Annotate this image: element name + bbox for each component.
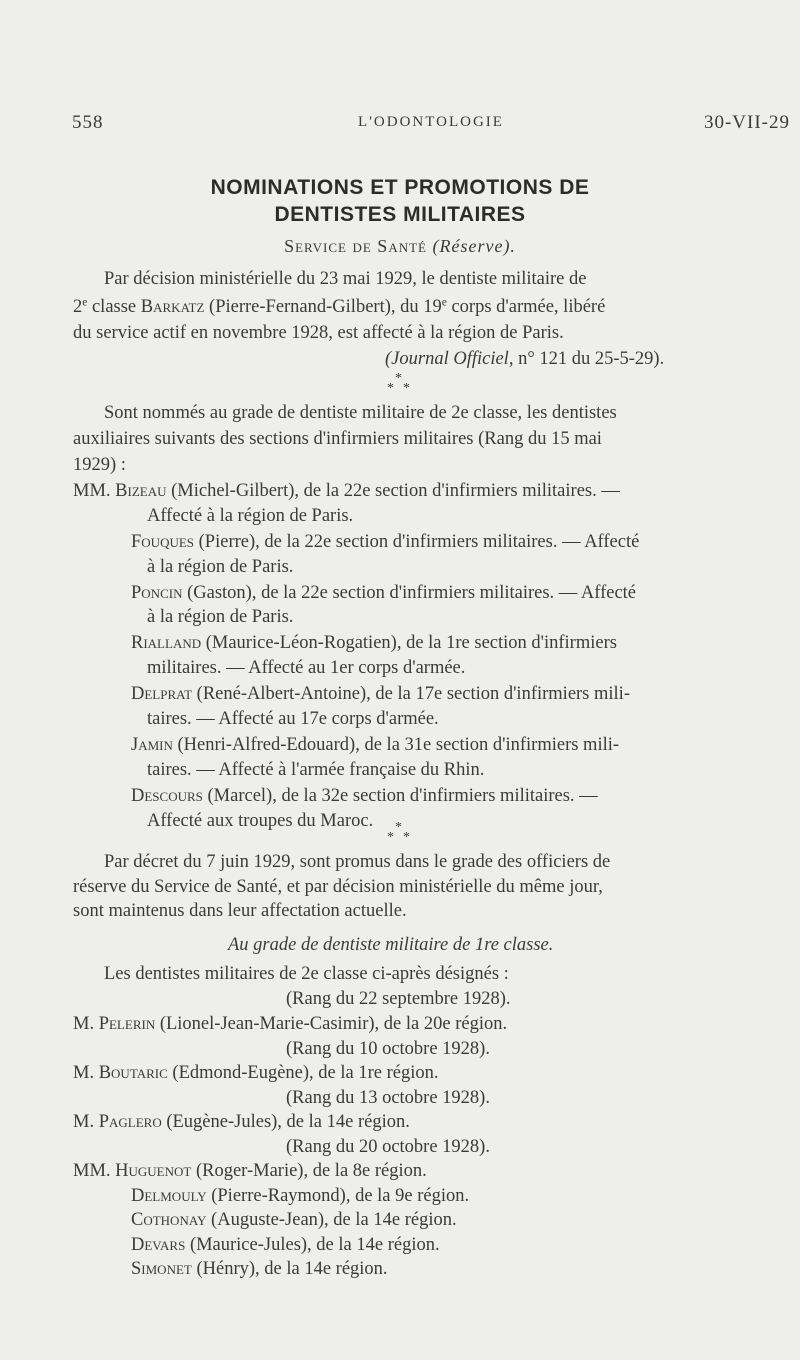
para3-line-2: réserve du Service de Santé, et par décision ministérielle du même jour, [73,877,603,897]
person-name: Boutaric [98,1063,168,1083]
promotion-intro: Les dentistes militaires de 2e classe ci-après désignés : [104,964,509,984]
entry-text: (Henri-Alfred-Edouard), de la 31e section d'infirmiers mili- [172,735,620,755]
person-name: Pelerin [98,1014,156,1034]
entry-text: (Gaston), de la 22e section d'infirmiers militaires. — Affecté [182,583,637,603]
person-name: Simonet [131,1259,192,1279]
list-item-continuation: taires. — Affecté à l'armée française du Rhin. [147,760,485,780]
rank-date: (Rang du 13 octobre 1928). [286,1088,490,1108]
list-item-continuation: militaires. — Affecté au 1er corps d'armée. [147,658,466,678]
asterism-star: * [395,820,402,835]
honorific: MM. [73,1161,116,1181]
list-item [131,683,630,705]
person-name: Barkatz [140,297,205,317]
entry-text: (Pierre-Raymond), de la 9e région. [206,1186,470,1206]
honorific: M. [73,1063,99,1083]
list-item [131,785,598,807]
promotion-entry [131,1234,440,1256]
person-name: Descours [131,786,203,806]
list-item [131,734,619,756]
entry-text: (Eugène-Jules), de la 14e région. [161,1112,410,1132]
para3-line-1: Par décret du 7 juin 1929, sont promus dans le grade des officiers de [104,852,611,872]
list-item [131,582,636,604]
promotion-entry [73,1013,507,1035]
person-name: Devars [131,1235,186,1255]
issue-date: 30-VII-29 [703,112,790,133]
source-ref: n° 121 du 25-5-29). [513,349,665,369]
asterism-star: * [403,830,410,845]
page-number: 558 [72,112,104,133]
list-item-continuation: à la région de Paris. [147,557,294,577]
entry-text: (Lionel-Jean-Marie-Casimir), de la 20e région. [155,1014,508,1034]
article-title-line-2: DENTISTES MILITAIRES [274,203,526,226]
asterism-star: * [387,830,394,845]
subtitle-paren: (Réserve). [432,236,516,256]
text-fragment: classe [87,297,141,317]
running-header [72,112,790,142]
person-name: Fouques [131,532,195,552]
list-item-continuation: taires. — Affecté au 17e corps d'armée. [147,709,439,729]
entry-text: (Pierre), de la 22e section d'infirmiers militaires. — Affecté [194,532,640,552]
person-name: Poncin [131,583,183,603]
person-name: Delprat [131,684,193,704]
entry-text: (Maurice-Jules), de la 14e région. [185,1235,440,1255]
article-subtitle [0,236,800,257]
entry-text: (René-Albert-Antoine), de la 17e section d'infirmiers mili- [192,684,630,704]
rank-date: (Rang du 10 octobre 1928). [286,1039,490,1059]
person-name: Huguenot [115,1161,192,1181]
entry-text: (Marcel), de la 32e section d'infirmiers militaires. — [202,786,598,806]
promotion-entry [131,1258,388,1280]
text-fragment: (Pierre-Fernand-Gilbert), du 19 [204,297,442,317]
list-item-continuation: Affecté à la région de Paris. [147,506,354,526]
entry-text: (Michel-Gilbert), de la 22e section d'infirmiers militaires. — [166,481,620,501]
entry-text: (Edmond-Eugène), de la 1re région. [167,1063,439,1083]
honorific: M. [73,1014,99,1034]
superscript: e [441,296,447,309]
para3-line-3: sont maintenus dans leur affectation actuelle. [73,901,407,921]
promotion-entry [131,1209,457,1231]
para2-line-3: 1929) : [73,455,126,475]
para1-line-2 [73,296,605,318]
entry-text: (Maurice-Léon-Rogatien), de la 1re section d'infirmiers [201,633,617,653]
rank-date: (Rang du 22 septembre 1928). [286,989,511,1009]
article-title-line-1: NOMINATIONS ET PROMOTIONS DE [210,176,590,199]
entry-text: (Auguste-Jean), de la 14e région. [206,1210,457,1230]
entry-text: (Hénry), de la 14e région. [191,1259,388,1279]
promotion-entry [73,1160,427,1182]
promotion-entry [73,1111,410,1133]
grade-heading: Au grade de dentiste militaire de 1re classe. [228,935,554,955]
promotion-entry [131,1185,469,1207]
promotion-entry [73,1062,439,1084]
para1-source [385,348,664,370]
superscript: e [82,296,88,309]
person-name: Rialland [131,633,202,653]
text-fragment: corps d'armée, libéré [446,297,606,317]
person-name: Jamin [131,735,173,755]
list-item [131,531,639,553]
person-name: Bizeau [115,481,167,501]
para1-line-3: du service actif en novembre 1928, est affecté à la région de Paris. [73,323,564,343]
source-journal: (Journal Officiel, [385,349,514,369]
asterism-star: * [403,381,410,396]
para2-line-2: auxiliaires suivants des sections d'infirmiers militaires (Rang du 15 mai [73,429,602,449]
list-item [131,632,617,654]
list-item-continuation: à la région de Paris. [147,607,294,627]
asterism-star: * [387,381,394,396]
person-name: Cothonay [131,1210,207,1230]
rank-date: (Rang du 20 octobre 1928). [286,1137,490,1157]
person-name: Paglero [98,1112,162,1132]
entry-text: (Roger-Marie), de la 8e région. [191,1161,427,1181]
list-item [73,480,620,502]
para2-line-1: Sont nommés au grade de dentiste militaire de 2e classe, les dentistes [104,403,617,423]
journal-title: L'ODONTOLOGIE [358,114,504,130]
subtitle-main: Service de Santé [284,236,427,256]
honorific: M. [73,1112,99,1132]
list-item-continuation: Affecté aux troupes du Maroc. [147,811,374,831]
para1-line-1: Par décision ministérielle du 23 mai 1929, le dentiste militaire de [104,269,587,289]
class-number: 2 [73,297,83,317]
honorific: MM. [73,481,116,501]
person-name: Delmouly [131,1186,207,1206]
asterism-star: * [395,371,402,386]
